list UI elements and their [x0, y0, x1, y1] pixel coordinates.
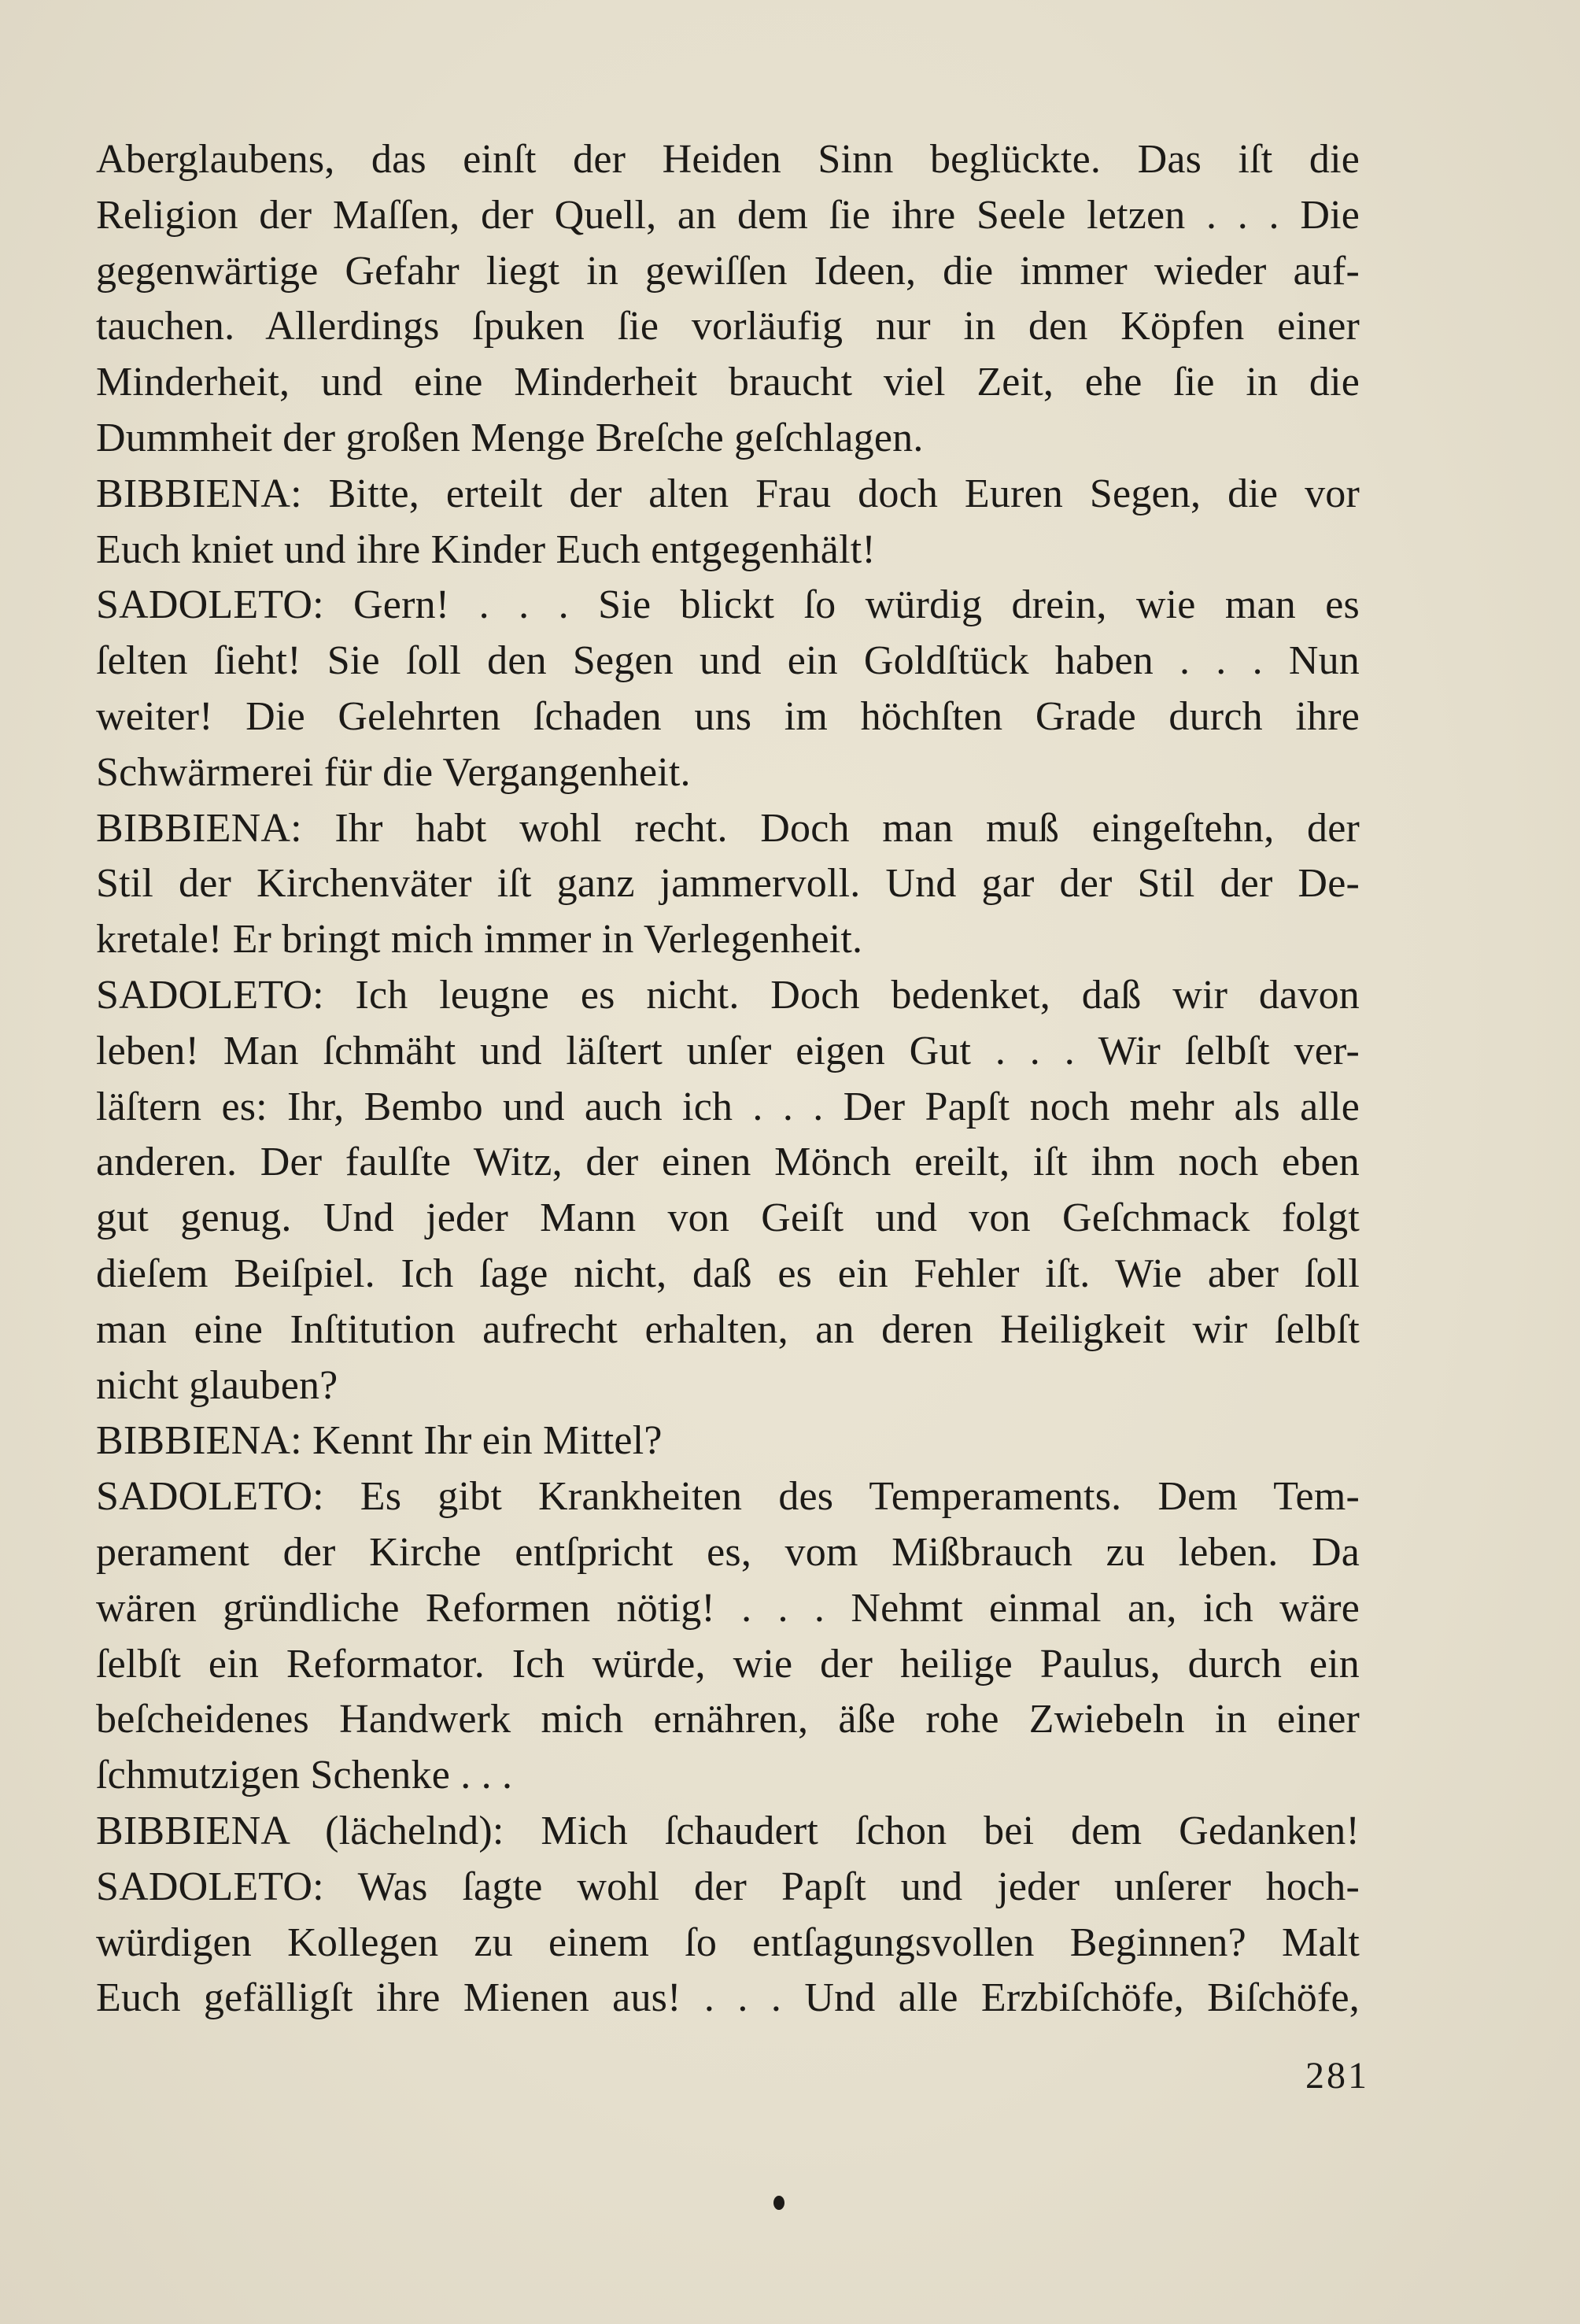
text-line: perament der Kirche entſpricht es, vom Mißbrauch zu leben. Da [96, 1529, 1360, 1575]
text-line: ſchmutzigen Schenke . . . [96, 1753, 513, 1798]
text-line: anderen. Der faulſte Witz, der einen Mönch ereilt, iſt ihm noch eben [96, 1140, 1360, 1185]
text-line: läſtern es: Ihr, Bembo und auch ich . . . Der Papſt noch mehr als alle [96, 1084, 1360, 1129]
text-line: leben! Man ſchmäht und läſtert unſer eigen Gut . . . Wir ſelbſt ver- [96, 1028, 1360, 1073]
text-line: tauchen. Allerdings ſpuken ſie vorläufig nur in den Köpfen einer [96, 304, 1360, 349]
text-line: gut genug. Und jeder Mann von Geiſt und von Geſchmack folgt [96, 1195, 1360, 1241]
page-text [96, 132, 1360, 2027]
text-line: ſelbſt ein Reformator. Ich würde, wie der heilige Paulus, durch ein [96, 1641, 1360, 1687]
text-line: dieſem Beiſpiel. Ich ſage nicht, daß es ein Fehler iſt. Wie aber ſoll [96, 1251, 1360, 1296]
text-line: Aberglaubens, das einſt der Heiden Sinn beglückte. Das iſt die [96, 137, 1360, 182]
dialogue-line: BIBBIENA: Bitte, erteilt der alten Frau doch Euren Segen, die vor [96, 471, 1360, 516]
text-line: Schwärmerei für die Vergangenheit. [96, 749, 691, 795]
text-line: Euch gefälligſt ihre Mienen aus! . . . Und alle Erzbiſchöfe, Biſchöfe, [96, 1975, 1360, 2021]
text-line: man eine Inſtitution aufrecht erhalten, an deren Heiligkeit wir ſelbſt [96, 1306, 1360, 1352]
text-line: kretale! Er bringt mich immer in Verlegenheit. [96, 917, 863, 962]
text-line: Euch kniet und ihre Kinder Euch entgegenhält! [96, 527, 876, 572]
dialogue-line: SADOLETO: Was ſagte wohl der Papſt und jeder unſerer hoch- [96, 1864, 1360, 1909]
text-line: Dummheit der großen Menge Breſche geſchlagen. [96, 415, 924, 460]
text-line: Stil der Kirchenväter iſt ganz jammervoll. Und gar der Stil der De- [96, 861, 1360, 907]
text-line: nicht glauben? [96, 1362, 338, 1408]
text-line: gegenwärtige Gefahr liegt in gewiſſen Ideen, die immer wieder auf- [96, 248, 1360, 294]
text-line: ſelten ſieht! Sie ſoll den Segen und ein Goldſtück haben . . . Nun [96, 638, 1360, 684]
dialogue-line: SADOLETO: Ich leugne es nicht. Doch bedenket, daß wir davon [96, 972, 1360, 1018]
dialogue-line: SADOLETO: Gern! . . . Sie blickt ſo würdig drein, wie man es [96, 582, 1360, 628]
page-number: 281 [1305, 2055, 1369, 2097]
text-line: würdigen Kollegen zu einem ſo entſagungsvollen Beginnen? Malt [96, 1919, 1360, 1965]
text-line: wären gründliche Reformen nötig! . . . Nehmt einmal an, ich wäre [96, 1585, 1360, 1631]
dialogue-line: SADOLETO: Es gibt Krankheiten des Temperaments. Dem Tem- [96, 1474, 1360, 1520]
text-line: weiter! Die Gelehrten ſchaden uns im höchſten Grade durch ihre [96, 693, 1360, 739]
dialogue-line: BIBBIENA (lächelnd): Mich ſchaudert ſchon bei dem Gedanken! [96, 1808, 1360, 1853]
text-line: Minderheit, und eine Minderheit braucht viel Zeit, ehe ſie in die [96, 360, 1360, 405]
dialogue-line: BIBBIENA: Ihr habt wohl recht. Doch man muß eingeſtehn, der [96, 805, 1360, 851]
dialogue-line: BIBBIENA: Kennt Ihr ein Mittel? [96, 1418, 663, 1464]
page-mark [773, 2196, 784, 2210]
text-line: Religion der Maſſen, der Quell, an dem ſie ihre Seele letzen . . . Die [96, 192, 1360, 238]
text-line: beſcheidenes Handwerk mich ernähren, äße rohe Zwiebeln in einer [96, 1697, 1360, 1742]
